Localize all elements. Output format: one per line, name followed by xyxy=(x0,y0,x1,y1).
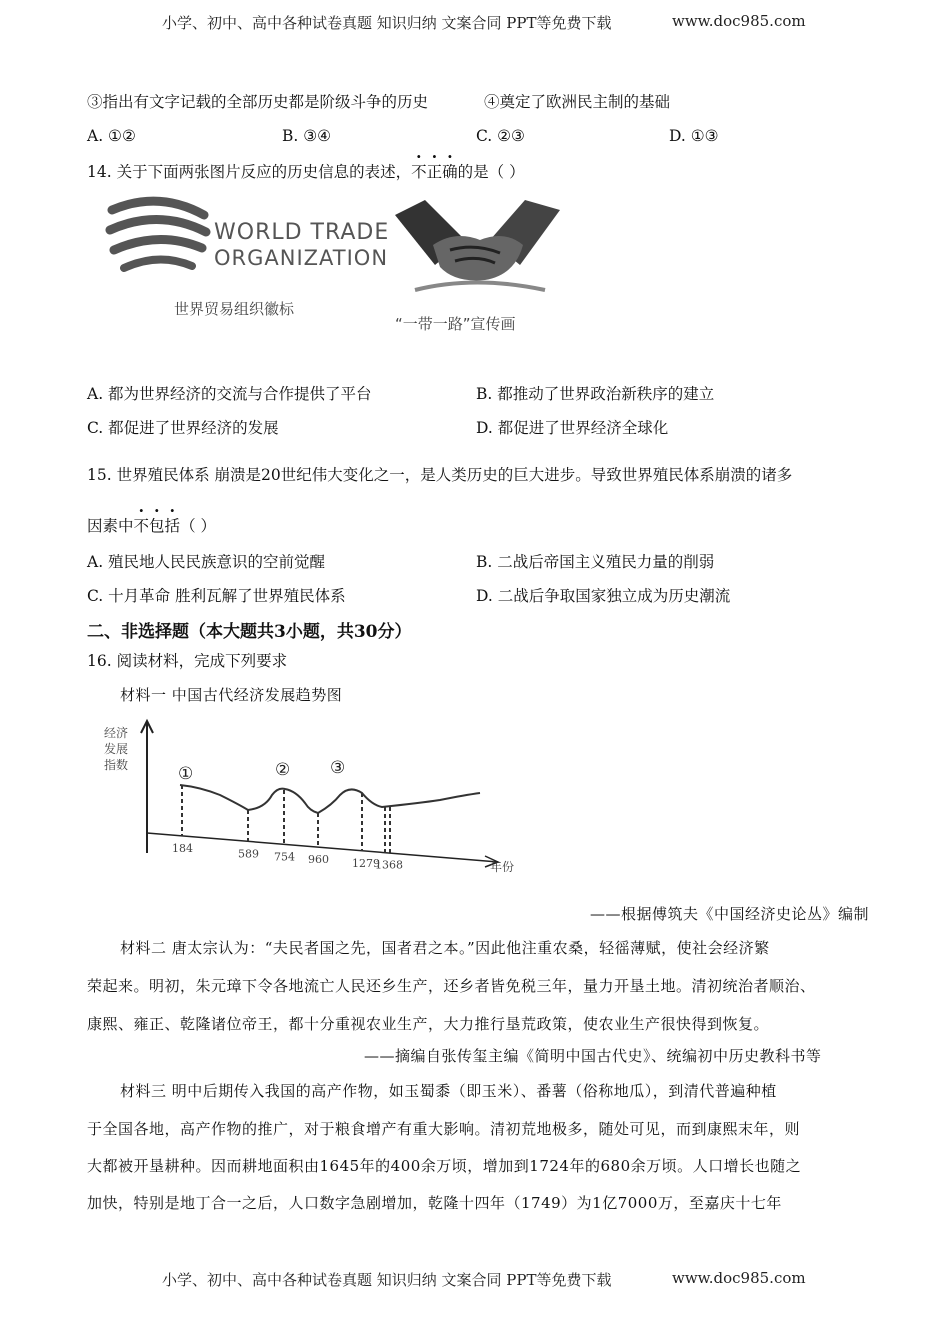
x-tick-label: 589 xyxy=(238,847,259,861)
caption-right: “一带一路”宣传画 xyxy=(395,315,516,333)
q15-option-a: A. 殖民地人民民族意识的空前觉醒 xyxy=(87,553,326,571)
material3-line4: 加快，特别是地丁合一之后，人口数字急剧增加，乾隆十四年（1749）为1亿7000万，至嘉庆十七年 xyxy=(87,1194,782,1212)
xlabel: 年份 xyxy=(490,860,515,874)
q15-option-c: C. 十月革命 胜利瓦解了世界殖民体系 xyxy=(87,587,346,605)
q14-option-b: B. 都推动了世界政治新秩序的建立 xyxy=(476,385,715,403)
q15-stem-line2: 因素中不包括（ ） xyxy=(87,517,216,535)
x-tick-label: 184 xyxy=(172,841,193,855)
q13-option-b: B. ③④ xyxy=(282,127,332,145)
x-tick-label: 960 xyxy=(308,853,329,867)
q14-option-c: C. 都促进了世界经济的发展 xyxy=(87,419,279,437)
wto-name-line1: WORLD TRADE xyxy=(214,220,390,245)
source2: ——摘编自张传玺主编《简明中国古代史》、统编初中历史教科书等 xyxy=(364,1047,822,1065)
material3-line3: 大都被开垦耕种。因而耕地面积由1645年的400余万顷，增加到1724年的680余万顷。人口增长也随之 xyxy=(87,1157,802,1175)
q15-stem-line1: 15. 世界殖民体系 崩溃是20世纪伟大变化之一，是人类历史的巨大进步。导致世界殖民体系崩溃的诸多 xyxy=(87,466,793,484)
material2-line1: 材料二 唐太宗认为：“夫民者国之先，国者君之本。”因此他注重农桑，轻徭薄赋，使社会经济繁 xyxy=(120,939,770,957)
ylabel-line2: 发展 xyxy=(104,742,129,756)
q13-item4: ④奠定了欧洲民主制的基础 xyxy=(484,93,671,111)
x-tick-label: 1368 xyxy=(375,858,403,872)
wto-logo-image xyxy=(104,190,390,330)
wto-name-line2: ORGANIZATION xyxy=(214,246,389,270)
x-tick-label: 1279 xyxy=(352,856,380,870)
ylabel-line1: 经济 xyxy=(104,726,129,740)
economic-trend-chart xyxy=(100,715,530,880)
footer-site-text: 小学、初中、高中各种试卷真题 知识归纳 文案合同 PPT等免费下载 xyxy=(162,1271,612,1289)
q16-stem: 16. 阅读材料，完成下列要求 xyxy=(87,652,288,670)
q15-option-d: D. 二战后争取国家独立成为历史潮流 xyxy=(476,587,731,605)
header-site-text: 小学、初中、高中各种试卷真题 知识归纳 文案合同 PPT等免费下载 xyxy=(162,14,612,32)
q13-option-c: C. ②③ xyxy=(476,127,525,145)
handshake-icon xyxy=(395,195,560,310)
material2-line2: 荣起来。明初，朱元璋下令各地流亡人民还乡生产，还乡者皆免税三年，量力开垦土地。清初统治者顺治、 xyxy=(87,977,816,995)
q14-option-d: D. 都促进了世界经济全球化 xyxy=(476,419,669,437)
source1: ——根据傅筑夫《中国经济史论丛》编制 xyxy=(590,905,870,923)
section2-title: 二、非选择题（本大题共3小题，共30分） xyxy=(87,622,412,642)
x-tick-label: 754 xyxy=(274,850,295,864)
q15-option-b: B. 二战后帝国主义殖民力量的削弱 xyxy=(476,553,715,571)
q13-item3: ③指出有文字记载的全部历史都是阶级斗争的历史 xyxy=(87,93,429,111)
wto-emblem-icon xyxy=(104,190,214,280)
peak-marker: ② xyxy=(275,760,291,780)
q13-option-d: D. ①③ xyxy=(669,127,719,145)
peak-marker: ③ xyxy=(330,758,346,778)
caption-left: 世界贸易组织徽标 xyxy=(174,300,295,318)
material3-line1: 材料三 明中后期传入我国的高产作物，如玉蜀黍（即玉米）、番薯（俗称地瓜），到清代普遍种植 xyxy=(120,1082,777,1100)
header-url[interactable]: www.doc985.com xyxy=(672,12,806,30)
ylabel-line3: 指数 xyxy=(104,758,129,772)
q14-option-a: A. 都为世界经济的交流与合作提供了平台 xyxy=(87,385,372,403)
belt-road-poster-image xyxy=(395,195,565,345)
trend-line xyxy=(180,785,480,813)
material1-title: 材料一 中国古代经济发展趋势图 xyxy=(120,686,343,704)
q14-stem: 14. 关于下面两张图片反应的历史信息的表述，不正确的是（ ） xyxy=(87,163,525,181)
q13-option-a: A. ①② xyxy=(87,127,136,145)
footer-url[interactable]: www.doc985.com xyxy=(672,1269,806,1287)
material2-line3: 康熙、雍正、乾隆诸位帝王，都十分重视农业生产，大力推行垦荒政策，使农业生产很快得到恢复。 xyxy=(87,1015,770,1033)
peak-marker: ① xyxy=(178,764,194,784)
material3-line2: 于全国各地，高产作物的推广，对于粮食增产有重大影响。清初荒地极多，随处可见，而到康熙末年，则 xyxy=(87,1120,801,1138)
